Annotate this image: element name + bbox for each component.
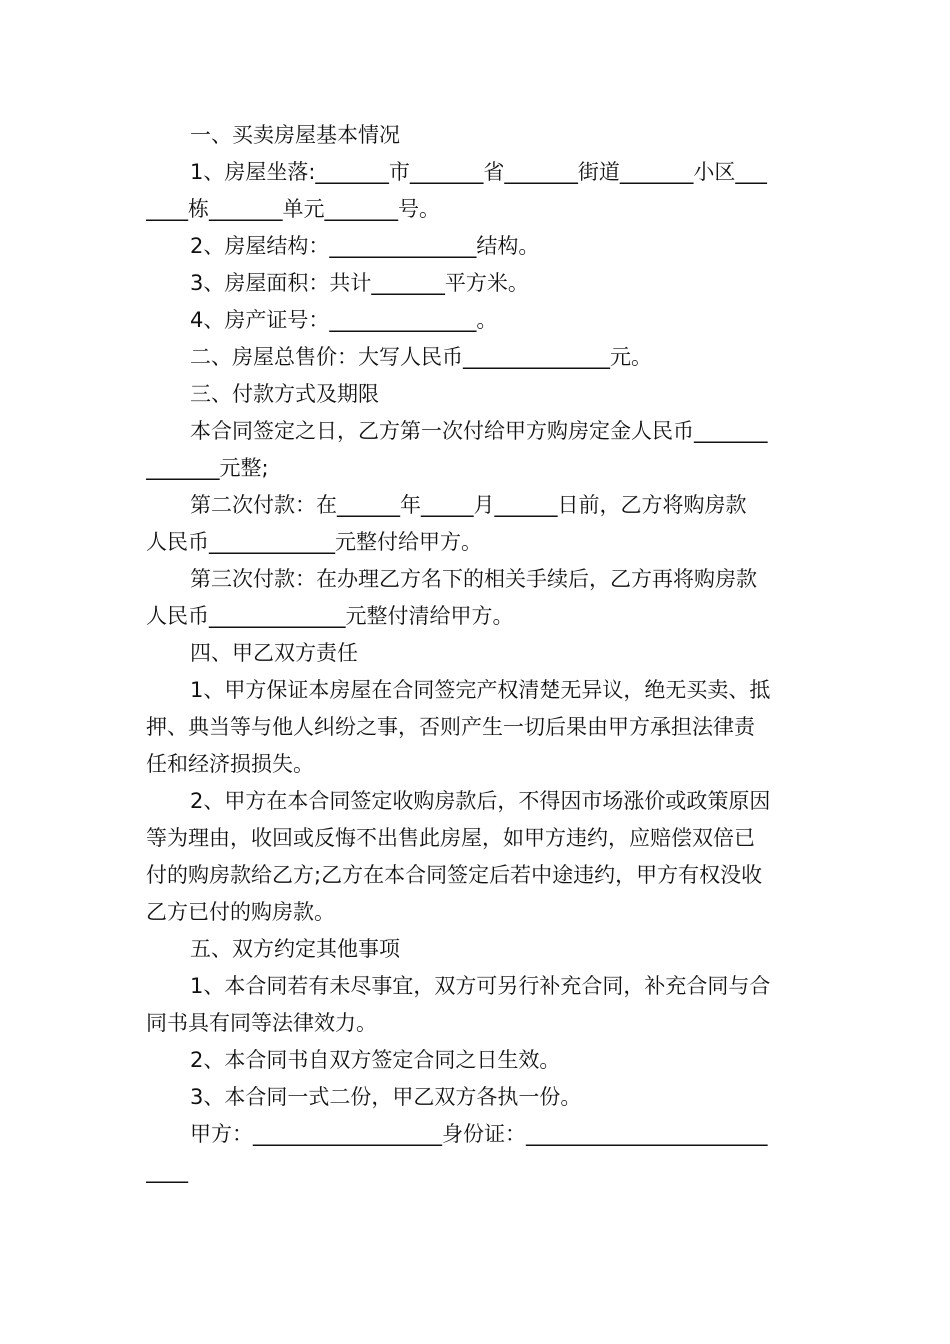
clause-party-a-guarantee-cont1: 押、典当等与他人纠纷之事，否则产生一切后果由甲方承担法律责: [146, 715, 755, 739]
clause-breach: 2、甲方在本合同签定收购房款后，不得因市场涨价或政策原因: [190, 789, 771, 813]
signature-party-a-cont: ____: [146, 1159, 188, 1183]
clause-effective: 2、本合同书自双方签定合同之日生效。: [190, 1048, 561, 1072]
clause-copies: 3、本合同一式二份，甲乙双方各执一份。: [190, 1085, 582, 1109]
clause-first-payment: 本合同签定之日，乙方第一次付给甲方购房定金人民币_______: [190, 419, 768, 443]
clause-area: 3、房屋面积：共计_______平方米。: [190, 271, 529, 295]
clause-third-payment-cont: 人民币_____________元整付清给甲方。: [146, 604, 514, 628]
clause-supplement: 1、本合同若有未尽事宜，双方可另行补充合同，补充合同与合: [190, 974, 771, 998]
clause-third-payment: 第三次付款：在办理乙方名下的相关手续后，乙方再将购房款: [190, 567, 757, 591]
section-heading-total-price: 二、房屋总售价：大写人民币______________元。: [190, 345, 652, 369]
clause-certificate: 4、房产证号：______________。: [190, 308, 498, 332]
clause-first-payment-cont: _______元整;: [146, 456, 269, 480]
section-heading-basic-info: 一、买卖房屋基本情况: [190, 123, 400, 147]
clause-breach-cont2: 付的购房款给乙方;乙方在本合同签定后若中途违约，甲方有权没收: [146, 863, 763, 887]
section-heading-payment: 三、付款方式及期限: [190, 382, 379, 406]
document-page: [146, 117, 806, 1190]
clause-party-a-guarantee-cont2: 任和经济损损失。: [146, 752, 314, 776]
clause-party-a-guarantee: 1、甲方保证本房屋在合同签完产权清楚无异议，绝无买卖、抵: [190, 678, 771, 702]
clause-supplement-cont: 同书具有同等法律效力。: [146, 1011, 377, 1035]
clause-second-payment: 第二次付款：在______年_____月______日前，乙方将购房款: [190, 493, 747, 517]
section-heading-other-matters: 五、双方约定其他事项: [190, 937, 400, 961]
clause-second-payment-cont: 人民币____________元整付给甲方。: [146, 530, 482, 554]
clause-breach-cont3: 乙方已付的购房款。: [146, 900, 335, 924]
clause-breach-cont1: 等为理由，收回或反悔不出售此房屋，如甲方违约，应赔偿双倍已: [146, 826, 755, 850]
section-heading-responsibilities: 四、甲乙双方责任: [190, 641, 358, 665]
clause-location-cont: ____栋_______单元_______号。: [146, 197, 440, 221]
clause-location: 1、房屋坐落:_______市_______省_______街道_______小区___: [190, 160, 767, 184]
signature-party-a: 甲方：__________________身份证：_______________________: [190, 1122, 768, 1146]
clause-structure: 2、房屋结构：______________结构。: [190, 234, 540, 258]
